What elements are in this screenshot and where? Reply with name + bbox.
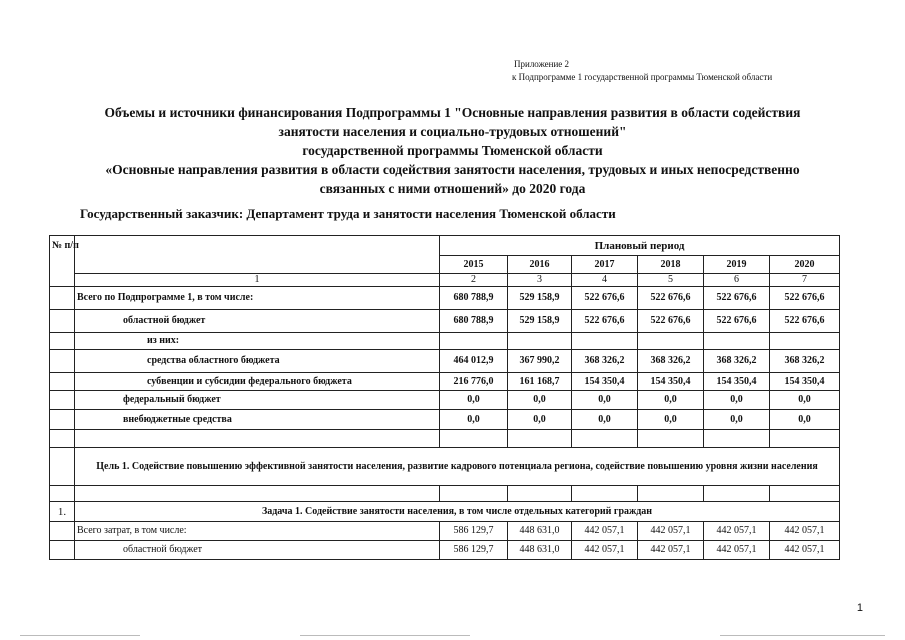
table-cell: 442 057,1	[704, 541, 770, 560]
table-cell: 586 129,7	[440, 522, 508, 541]
page-number: 1	[856, 602, 863, 614]
table-cell: 0,0	[440, 391, 508, 410]
col-index-3: 3	[508, 274, 572, 287]
table-row	[50, 287, 840, 310]
table-row	[50, 373, 840, 391]
table-cell: 0,0	[704, 391, 770, 410]
row-label: областной бюджет	[75, 310, 440, 333]
appendix-line-1: Приложение 2	[514, 59, 570, 69]
table-row	[50, 310, 840, 333]
table-cell: 442 057,1	[770, 522, 840, 541]
table-cell: 442 057,1	[572, 541, 638, 560]
task-number: 1.	[50, 502, 75, 522]
table-cell: 0,0	[508, 391, 572, 410]
table-cell: 522 676,6	[572, 287, 638, 310]
table-cell: 442 057,1	[638, 541, 704, 560]
table-row	[50, 350, 840, 373]
table-cell: 522 676,6	[704, 310, 770, 333]
year-2019: 2019	[704, 256, 770, 274]
table-cell: 529 158,9	[508, 310, 572, 333]
year-2020: 2020	[770, 256, 840, 274]
year-2018: 2018	[638, 256, 704, 274]
header-row-planned	[50, 236, 840, 256]
table-cell: 154 350,4	[638, 373, 704, 391]
table-cell: 0,0	[572, 391, 638, 410]
table-cell: 368 326,2	[770, 350, 840, 373]
row-label: субвенции и субсидии федерального бюджета	[75, 373, 440, 391]
goal-row	[50, 448, 840, 486]
table-cell: 529 158,9	[508, 287, 572, 310]
col-index-1: 1	[75, 274, 440, 287]
table-cell: 154 350,4	[770, 373, 840, 391]
table-cell: 0,0	[638, 391, 704, 410]
table-cell: 216 776,0	[440, 373, 508, 391]
table-cell: 0,0	[508, 410, 572, 430]
table-cell: 448 631,0	[508, 522, 572, 541]
table-cell: 0,0	[572, 410, 638, 430]
table-cell: 367 990,2	[508, 350, 572, 373]
table-cell: 522 676,6	[638, 287, 704, 310]
row-label: Всего по Подпрограмме 1, в том числе:	[75, 287, 440, 310]
title-line-5: связанных с ними отношений» до 2020 года	[319, 181, 586, 196]
table-row	[50, 391, 840, 410]
header-num: № п/п	[50, 236, 75, 287]
row-label: внебюджетные средства	[75, 410, 440, 430]
table-cell: 464 012,9	[440, 350, 508, 373]
title-line-3: государственной программы Тюменской области	[302, 143, 603, 158]
table-cell: 680 788,9	[440, 287, 508, 310]
goal-text: Цель 1. Содействие повышению эффективной занятости населения, развитие кадрового потенциала региона, содействие повышению уровня жизни населения	[75, 448, 840, 486]
table-cell: 0,0	[704, 410, 770, 430]
title-line-1: Объемы и источники финансирования Подпрограммы 1 "Основные направления развития в области содействия	[104, 105, 801, 120]
row-label: Всего затрат, в том числе:	[75, 522, 440, 541]
row-label: из них:	[75, 333, 440, 350]
col-index-7: 7	[770, 274, 840, 287]
table-row	[50, 333, 840, 350]
appendix-note	[512, 58, 772, 84]
header-blank	[75, 236, 440, 274]
header-row-indexes	[50, 274, 840, 287]
appendix-line-2: к Подпрограмме 1 государственной программы Тюменской области	[512, 72, 773, 82]
table-cell: 586 129,7	[440, 541, 508, 560]
table-row-empty	[50, 486, 840, 502]
table-cell: 522 676,6	[770, 310, 840, 333]
financing-table	[49, 235, 840, 560]
table-cell: 448 631,0	[508, 541, 572, 560]
table-cell: 522 676,6	[572, 310, 638, 333]
table-cell: 0,0	[440, 410, 508, 430]
table-cell: 368 326,2	[704, 350, 770, 373]
table-row	[50, 541, 840, 560]
task-text: Задача 1. Содействие занятости населения, в том числе отдельных категорий граждан	[75, 502, 840, 522]
col-index-5: 5	[638, 274, 704, 287]
table-cell: 522 676,6	[704, 287, 770, 310]
title-line-2: занятости населения и социально-трудовых отношений"	[278, 124, 627, 139]
table-cell: 368 326,2	[572, 350, 638, 373]
year-2015: 2015	[440, 256, 508, 274]
row-label: федеральный бюджет	[75, 391, 440, 410]
table-row	[50, 410, 840, 430]
table-cell: 442 057,1	[704, 522, 770, 541]
table-cell: 442 057,1	[770, 541, 840, 560]
scan-artifact	[300, 635, 470, 636]
row-label: областной бюджет	[75, 541, 440, 560]
table-cell: 522 676,6	[638, 310, 704, 333]
document-title	[20, 103, 885, 198]
table-cell: 154 350,4	[704, 373, 770, 391]
col-index-6: 6	[704, 274, 770, 287]
table-cell: 154 350,4	[572, 373, 638, 391]
table-cell: 522 676,6	[770, 287, 840, 310]
table-cell: 161 168,7	[508, 373, 572, 391]
title-line-4: «Основные направления развития в области содействия занятости населения, трудовых и иных непосредственно	[105, 162, 800, 177]
col-index-4: 4	[572, 274, 638, 287]
table-row	[50, 522, 840, 541]
col-index-2: 2	[440, 274, 508, 287]
table-cell: 368 326,2	[638, 350, 704, 373]
year-2016: 2016	[508, 256, 572, 274]
scan-artifact	[720, 635, 885, 636]
row-label: средства областного бюджета	[75, 350, 440, 373]
table-cell: 0,0	[770, 410, 840, 430]
header-planned-period: Плановый период	[440, 236, 840, 256]
table-cell: 0,0	[770, 391, 840, 410]
scan-artifact	[20, 635, 140, 636]
task-row	[50, 502, 840, 522]
table-row-empty	[50, 430, 840, 448]
table-cell: 442 057,1	[572, 522, 638, 541]
table-cell: 442 057,1	[638, 522, 704, 541]
year-2017: 2017	[572, 256, 638, 274]
table-cell: 680 788,9	[440, 310, 508, 333]
table-cell: 0,0	[638, 410, 704, 430]
state-customer: Государственный заказчик: Департамент труда и занятости населения Тюменской области	[80, 206, 616, 221]
